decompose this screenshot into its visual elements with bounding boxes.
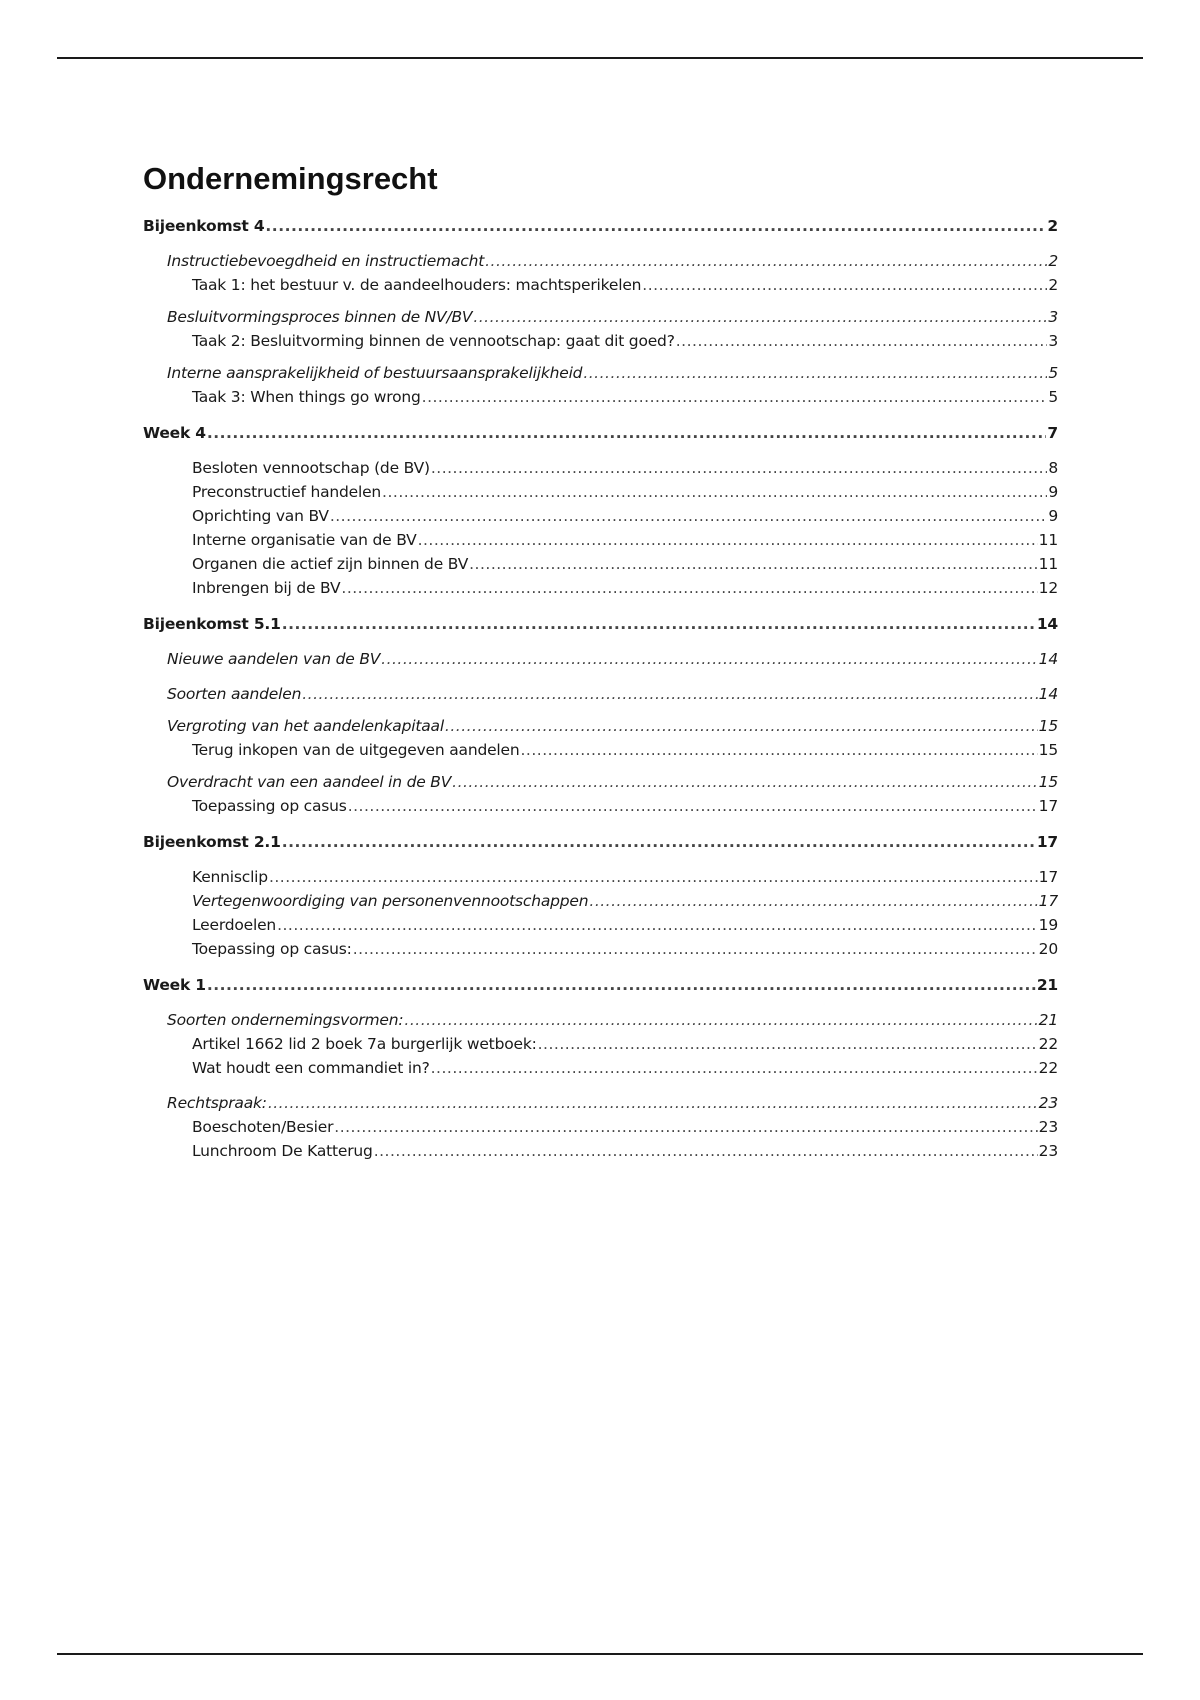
toc-entry-label: Week 4 <box>143 424 206 443</box>
toc-entry[interactable] <box>143 216 1058 237</box>
toc-entry-label: Boeschoten/Besier <box>192 1118 334 1137</box>
toc-entry-label: Interne aansprakelijkheid of bestuursaansprakelijkheid <box>167 364 583 383</box>
toc-entry-label: Besluitvormingsproces binnen de NV/BV <box>167 308 473 327</box>
toc-entry-label: Rechtspraak: <box>167 1094 267 1113</box>
toc-entry-page: 8 <box>1048 459 1058 478</box>
toc-entry[interactable] <box>143 363 1058 384</box>
toc-entry[interactable] <box>143 251 1058 272</box>
toc-entry-label: Nieuwe aandelen van de BV <box>167 650 381 669</box>
toc-leader <box>422 387 1048 408</box>
toc-entry-page: 12 <box>1038 579 1058 598</box>
toc-leader <box>348 796 1038 817</box>
toc-leader <box>268 1093 1038 1114</box>
toc-entry-page: 2 <box>1047 217 1058 236</box>
toc-entry[interactable] <box>143 796 1058 817</box>
toc-entry-label: Wat houdt een commandiet in? <box>192 1059 430 1078</box>
toc-entry-page: 5 <box>1048 388 1058 407</box>
toc-entry-page: 11 <box>1038 531 1058 550</box>
toc-entry-label: Interne organisatie van de BV <box>192 531 417 550</box>
toc-entry-page: 9 <box>1048 483 1058 502</box>
toc-entry[interactable] <box>143 684 1058 705</box>
toc-entry-page: 21 <box>1036 976 1058 995</box>
toc-entry[interactable] <box>143 1117 1058 1138</box>
toc-entry-page: 22 <box>1038 1035 1058 1054</box>
toc-entry-label: Leerdoelen <box>192 916 277 935</box>
toc-entry-label: Terug inkopen van de uitgegeven aandelen <box>192 741 520 760</box>
toc-leader <box>431 458 1047 479</box>
toc-entry-label: Toepassing op casus: <box>192 940 352 959</box>
toc-entry[interactable] <box>143 614 1058 635</box>
toc-leader <box>485 251 1047 272</box>
toc-entry-label: Toepassing op casus <box>192 797 347 816</box>
toc-entry[interactable] <box>143 1034 1058 1055</box>
toc-entry-label: Bijeenkomst 2.1 <box>143 833 281 852</box>
toc-leader <box>445 716 1038 737</box>
toc-entry[interactable] <box>143 772 1058 793</box>
toc-entry-label: Vergroting van het aandelenkapitaal <box>167 717 444 736</box>
toc-leader <box>431 1058 1038 1079</box>
document-body <box>143 160 1058 1162</box>
toc-entry-page: 15 <box>1038 717 1058 736</box>
toc-entry-page: 17 <box>1038 892 1058 911</box>
toc-entry-label: Week 1 <box>143 976 206 995</box>
toc-entry-page: 17 <box>1036 833 1058 852</box>
toc-entry[interactable] <box>143 458 1058 479</box>
footer-rule <box>57 1653 1143 1655</box>
toc-entry-label: Lunchroom De Katterug <box>192 1142 373 1161</box>
toc-entry-label: Instructiebevoegdheid en instructiemacht <box>167 252 485 271</box>
toc-entry-page: 17 <box>1038 797 1058 816</box>
toc-entry-page: 14 <box>1036 615 1058 634</box>
toc-leader <box>642 275 1047 296</box>
toc-entry-label: Bijeenkomst 5.1 <box>143 615 281 634</box>
toc-leader <box>469 554 1038 575</box>
toc-entry[interactable] <box>143 275 1058 296</box>
toc-entry-label: Soorten ondernemingsvormen: <box>167 1011 404 1030</box>
toc-entry[interactable] <box>143 867 1058 888</box>
toc-entry-label: Overdracht van een aandeel in de BV <box>167 773 452 792</box>
toc-entry-label: Artikel 1662 lid 2 boek 7a burgerlijk wetboek: <box>192 1035 537 1054</box>
toc-entry-page: 3 <box>1048 308 1058 327</box>
toc-leader <box>473 307 1047 328</box>
toc-entry[interactable] <box>143 554 1058 575</box>
toc-entry[interactable] <box>143 578 1058 599</box>
document-title: Ondernemingsrecht <box>143 161 438 196</box>
toc-entry[interactable] <box>143 307 1058 328</box>
toc-entry-label: Organen die actief zijn binnen de BV <box>192 555 469 574</box>
toc-entry-page: 9 <box>1048 507 1058 526</box>
toc-leader <box>282 614 1036 635</box>
toc-entry-page: 11 <box>1038 555 1058 574</box>
toc-leader <box>583 363 1047 384</box>
toc-entry-page: 23 <box>1038 1094 1058 1113</box>
toc-entry-page: 7 <box>1047 424 1058 443</box>
toc-leader <box>353 939 1038 960</box>
toc-entry[interactable] <box>143 423 1058 444</box>
toc-entry-page: 2 <box>1048 252 1058 271</box>
toc-leader <box>382 482 1047 503</box>
toc-entry-label: Bijeenkomst 4 <box>143 217 265 236</box>
toc-entry[interactable] <box>143 975 1058 996</box>
toc-entry-page: 5 <box>1048 364 1058 383</box>
table-of-contents <box>143 216 1058 1162</box>
toc-entry-page: 23 <box>1038 1142 1058 1161</box>
toc-leader <box>404 1010 1037 1031</box>
toc-entry[interactable] <box>143 939 1058 960</box>
toc-leader <box>282 832 1036 853</box>
toc-leader <box>334 1117 1037 1138</box>
toc-entry[interactable] <box>143 740 1058 761</box>
toc-entry-label: Taak 3: When things go wrong <box>192 388 421 407</box>
toc-entry-label: Besloten vennootschap (de BV) <box>192 459 430 478</box>
toc-leader <box>418 530 1038 551</box>
toc-entry-page: 15 <box>1038 741 1058 760</box>
toc-leader <box>265 216 1046 237</box>
toc-entry[interactable] <box>143 649 1058 670</box>
toc-entry[interactable] <box>143 891 1058 912</box>
toc-entry-page: 17 <box>1038 868 1058 887</box>
toc-entry-page: 19 <box>1038 916 1058 935</box>
toc-leader <box>269 867 1038 888</box>
toc-leader <box>277 915 1038 936</box>
toc-entry[interactable] <box>143 915 1058 936</box>
toc-entry[interactable] <box>143 506 1058 527</box>
toc-entry-page: 15 <box>1038 773 1058 792</box>
toc-entry-label: Soorten aandelen <box>167 685 302 704</box>
toc-entry[interactable] <box>143 716 1058 737</box>
toc-leader <box>374 1141 1038 1162</box>
toc-entry[interactable] <box>143 1058 1058 1079</box>
toc-entry[interactable] <box>143 832 1058 853</box>
toc-entry[interactable] <box>143 1141 1058 1162</box>
toc-entry-page: 23 <box>1038 1118 1058 1137</box>
toc-entry-label: Taak 1: het bestuur v. de aandeelhouders: machtsperikelen <box>192 276 642 295</box>
toc-leader <box>330 506 1048 527</box>
toc-entry-label: Inbrengen bij de BV <box>192 579 341 598</box>
toc-leader <box>207 423 1047 444</box>
toc-leader <box>207 975 1036 996</box>
toc-entry-label: Vertegenwoordiging van personenvennootschappen <box>192 892 589 911</box>
toc-entry-page: 3 <box>1048 332 1058 351</box>
toc-entry-page: 22 <box>1038 1059 1058 1078</box>
toc-entry-page: 14 <box>1038 685 1058 704</box>
toc-entry[interactable] <box>143 1010 1058 1031</box>
toc-leader <box>538 1034 1038 1055</box>
toc-entry-page: 14 <box>1038 650 1058 669</box>
toc-leader <box>341 578 1037 599</box>
toc-leader <box>589 891 1037 912</box>
toc-leader <box>676 331 1048 352</box>
toc-entry[interactable] <box>143 387 1058 408</box>
toc-entry-page: 2 <box>1048 276 1058 295</box>
toc-leader <box>302 684 1037 705</box>
toc-leader <box>381 649 1038 670</box>
toc-entry[interactable] <box>143 1093 1058 1114</box>
toc-entry-label: Taak 2: Besluitvorming binnen de vennootschap: gaat dit goed? <box>192 332 675 351</box>
toc-leader <box>452 772 1038 793</box>
toc-entry-label: Preconstructief handelen <box>192 483 382 502</box>
header-rule <box>57 57 1143 59</box>
toc-entry-label: Kennisclip <box>192 868 268 887</box>
toc-leader <box>521 740 1038 761</box>
toc-entry[interactable] <box>143 530 1058 551</box>
toc-entry-page: 21 <box>1038 1011 1058 1030</box>
toc-entry-page: 20 <box>1038 940 1058 959</box>
toc-entry[interactable] <box>143 482 1058 503</box>
toc-entry-label: Oprichting van BV <box>192 507 329 526</box>
toc-entry[interactable] <box>143 331 1058 352</box>
